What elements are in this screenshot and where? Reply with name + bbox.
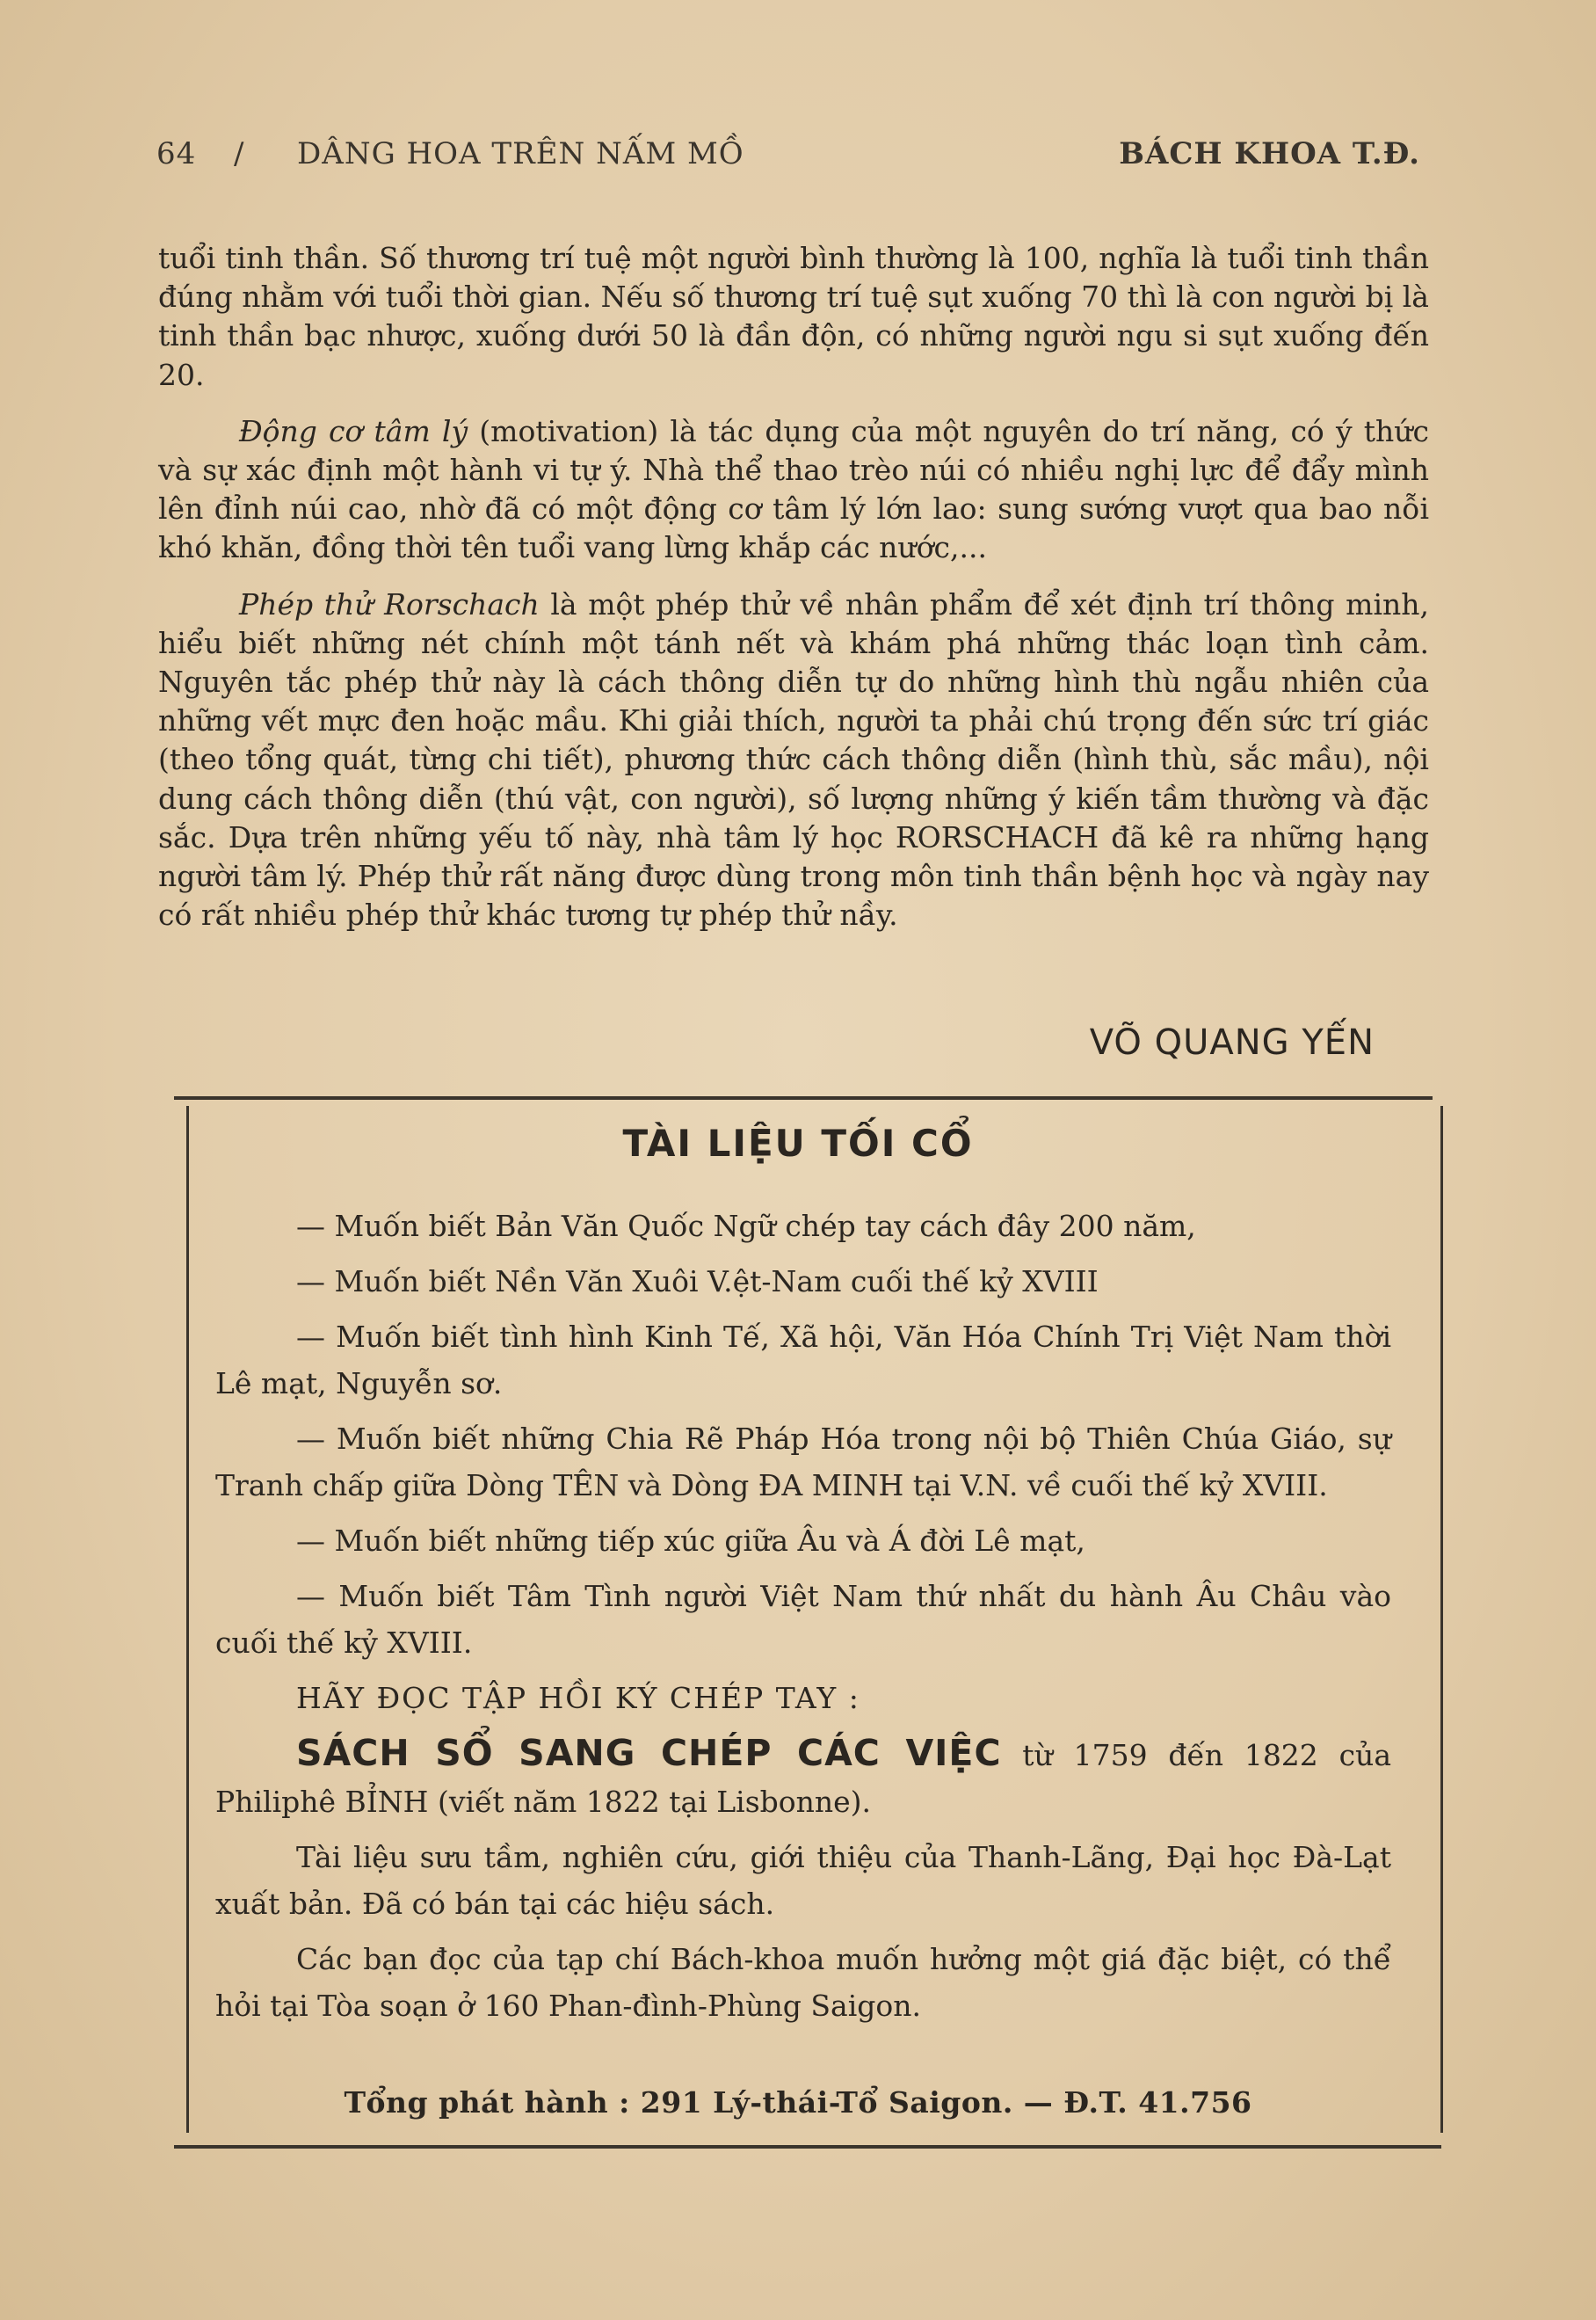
advert-item: — Muốn biết tình hình Kinh Tế, Xã hội, Văn Hóa Chính Trị Việt Nam thời Lê mạt, Nguyễn sơ. xyxy=(215,1320,1391,1400)
advert-item: — Muốn biết Tâm Tình người Việt Nam thứ nhất du hành Âu Châu vào cuối thế kỷ XVIII. xyxy=(215,1579,1391,1660)
book-line xyxy=(215,1730,1391,1825)
research-note: Tài liệu sưu tầm, nghiên cứu, giới thiệu của Thanh-Lãng, Đại học Đà-Lạt xuất bản. Đã có bán tại các hiệu sách. xyxy=(215,1840,1391,1921)
page-header xyxy=(156,136,1420,189)
section-title: DÂNG HOA TRÊN NẤM MỒ xyxy=(297,136,744,171)
term-rorschach: Phép thử Rorschach xyxy=(239,586,540,622)
advert-content xyxy=(215,1203,1391,2038)
book-title: SÁCH SỔ SANG CHÉP CÁC VIỆC xyxy=(296,1732,1002,1774)
term-motivation: Động cơ tâm lý xyxy=(239,413,468,448)
distribution-line: Tổng phát hành : 291 Lý-thái-Tổ Saigon. — Đ.T. 41.756 xyxy=(344,2085,1252,2120)
paragraph-text: (motivation) là tác dụng của một nguyên do trí năng, có ý thức và sự xác định một hành vi tự ý. Nhà thể thao trèo núi có nhiều nghị lực để đẩy mình lên đỉnh núi cao, nhờ đã có một động cơ tâm lý lớn lao: sung sướng vượt qua bao nỗi khó khăn, đồng thời tên tuổi vang lừng khắp các nước,... xyxy=(158,413,1429,565)
advert-item: — Muốn biết những Chia Rẽ Pháp Hóa trong nội bộ Thiên Chúa Giáo, sự Tranh chấp giữa Dòng TÊN và Dòng ĐA MINH tại V.N. về cuối thế kỷ XVIII. xyxy=(215,1422,1391,1502)
advert-item: — Muốn biết Nền Văn Xuôi V.ệt-Nam cuối thế kỷ XVIII xyxy=(296,1264,1099,1298)
read-heading: HÃY ĐỌC TẬP HỒI KÝ CHÉP TAY : xyxy=(296,1681,860,1715)
author-signature: VÕ QUANG YẾN xyxy=(1089,1022,1375,1063)
article-paragraph: tuổi tinh thần. Số thương trí tuệ một người bình thường là 100, nghĩa là tuổi tinh thần đúng nhằm với tuổi thời gian. Nếu số thương trí tuệ sụt xuống 70 thì là con người bị là tinh thần bạc nhược, xuống dưới 50 là đần độn, có những người ngu si sụt xuống đến 20. xyxy=(158,241,1429,392)
top-divider xyxy=(174,1096,1433,1100)
page-number: 64 xyxy=(156,136,197,171)
book-description: từ 1759 đến 1822 của Philiphê BỈNH (viết năm 1822 tại Lisbonne). xyxy=(215,1738,1391,1819)
advert-item: — Muốn biết những tiếp xúc giữa Âu và Á đời Lê mạt, xyxy=(296,1524,1085,1558)
journal-name: BÁCH KHOA T.Đ. xyxy=(1119,136,1420,171)
article-paragraph xyxy=(158,412,1429,568)
reader-offer: Các bạn đọc của tạp chí Bách-khoa muốn hưởng một giá đặc biệt, có thể hỏi tại Tòa soạn ở 160 Phan-đình-Phùng Saigon. xyxy=(215,1942,1391,2023)
article-body xyxy=(158,239,1429,935)
article-paragraph xyxy=(158,585,1429,935)
advert-item: — Muốn biết Bản Văn Quốc Ngữ chép tay cách đây 200 năm, xyxy=(296,1209,1196,1243)
paragraph-text: là một phép thử về nhân phẩm để xét định trí thông minh, hiểu biết những nét chính một tánh nết và khám phá những thác loạn tình cảm. Nguyên tắc phép thử này là cách thông diễn tự do những hình thù ngẫu nhiên của những vết mực đen hoặc mầu. Khi giải thích, người ta phải chú trọng đến sức trí giác (theo tổng quát, từng chi tiết), phương thức cách thông diễn (hình thù, sắc mầu), nội dung cách thông diễn (thú vật, con người), số lượng những ý kiến tầm thường và đặc sắc. Dựa trên những yếu tố này, nhà tâm lý học RORSCHACH đã kê ra những hạng người tâm lý. Phép thử rất năng được dùng trong môn tinh thần bệnh học và ngày nay có rất nhiều phép thử khác tương tự phép thử nầy. xyxy=(158,586,1429,933)
advert-title: TÀI LIỆU TỐI CỔ xyxy=(622,1122,974,1165)
bottom-divider xyxy=(174,2145,1441,2149)
header-separator: / xyxy=(234,136,245,171)
